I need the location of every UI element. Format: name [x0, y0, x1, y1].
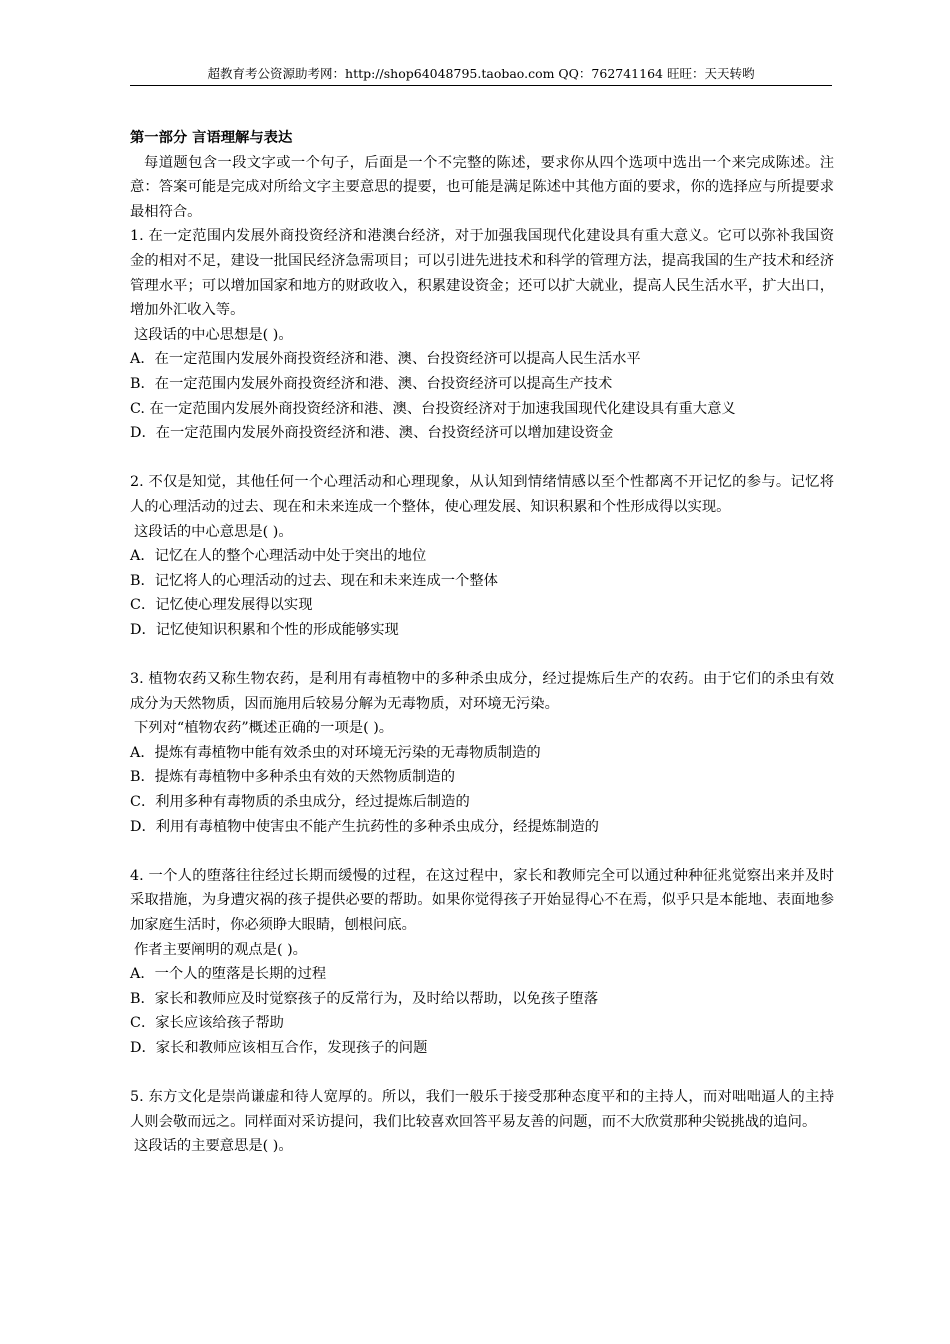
option-c: C．记忆使心理发展得以实现: [130, 597, 313, 614]
option-d: D．利用有毒植物中使害虫不能产生抗药性的多种杀虫成分，经提炼制造的: [130, 818, 599, 835]
question-passage: 5. 东方文化是崇尚谦虚和待人宽厚的。所以，我们一般乐于接受那种态度平和的主持人，而对咄咄逼人的主持人则会敬而远之。同样面对采访提问，我们比较喜欢回答平易友善的问题，而不大欣赏那种尖锐挑战的追问。: [130, 1089, 834, 1130]
paragraph-gap: [130, 839, 834, 864]
option-d: D．记忆使知识积累和个性的形成能够实现: [130, 621, 399, 638]
page-header: 超教育考公资源助考网：http://shop64048795.taobao.com QQ：762741164 旺旺：天天转哟: [207, 66, 755, 81]
section-instructions: 每道题包含一段文字或一个句子，后面是一个不完整的陈述，要求你从四个选项中选出一个来完成陈述。注意：答案可能是完成对所给文字主要意思的提要，也可能是满足陈述中其他方面的要求，你的选择应与所提要求最相符合。: [130, 154, 834, 220]
document-body: [130, 126, 834, 1159]
option-c: C．利用多种有毒物质的杀虫成分，经过提炼后制造的: [130, 794, 470, 811]
option-a: A．提炼有毒植物中能有效杀虫的对环境无污染的无毒物质制造的: [130, 744, 541, 761]
option-c: C．家长应该给孩子帮助: [130, 1015, 284, 1032]
paragraph-gap: [130, 1061, 834, 1086]
paragraph-gap: [130, 642, 834, 667]
question-4: [130, 864, 834, 1061]
option-a: A．一个人的堕落是长期的过程: [130, 966, 327, 983]
paragraph-gap: [130, 446, 834, 471]
option-b: B．提炼有毒植物中多种杀虫有效的天然物质制造的: [130, 769, 456, 786]
option-d: D．在一定范围内发展外商投资经济和港、澳、台投资经济可以增加建设资金: [130, 425, 614, 442]
question-passage: 4. 一个人的堕落往往经过长期而缓慢的过程，在这过程中，家长和教师完全可以通过种种征兆觉察出来并及时采取措施，为身遭灾祸的孩子提供必要的帮助。如果你觉得孩子开始显得心不在焉，似乎只是本能地、表面地参加家庭生活时，你必须睁大眼睛，刨根问底。: [130, 867, 834, 933]
option-c: C. 在一定范围内发展外商投资经济和港、澳、台投资经济对于加速我国现代化建设具有重大意义: [130, 400, 736, 417]
question-2: [130, 470, 834, 642]
option-b: B．在一定范围内发展外商投资经济和港、澳、台投资经济可以提高生产技术: [130, 375, 613, 392]
option-a: A．记忆在人的整个心理活动中处于突出的地位: [130, 548, 427, 565]
question-5: [130, 1085, 834, 1159]
question-prompt: 这段话的中心思想是( )。: [134, 326, 293, 343]
option-b: B．记忆将人的心理活动的过去、现在和未来连成一个整体: [130, 572, 498, 589]
question-passage: 1. 在一定范围内发展外商投资经济和港澳台经济，对于加强我国现代化建设具有重大意义。它可以弥补我国资金的相对不足，建设一批国民经济急需项目；可以引进先进技术和科学的管理方法，提高我国的生产技术和经济管理水平；可以增加国家和地方的财政收入，积累建设资金；还可以扩大就业，提高人民生活水平，扩大出口，增加外汇收入等。: [130, 228, 834, 319]
section-title: 第一部分 言语理解与表达: [130, 130, 293, 146]
question-3: [130, 667, 834, 839]
question-prompt: 作者主要阐明的观点是( )。: [134, 941, 307, 958]
header-divider: [130, 85, 832, 86]
question-prompt: 这段话的主要意思是( )。: [134, 1138, 293, 1155]
question-1: [130, 224, 834, 445]
option-b: B．家长和教师应及时觉察孩子的反常行为，及时给以帮助，以免孩子堕落: [130, 990, 599, 1007]
question-passage: 3. 植物农药又称生物农药，是利用有毒植物中的多种杀虫成分，经过提炼后生产的农药。由于它们的杀虫有效成分为天然物质，因而施用后较易分解为无毒物质，对环境无污染。: [130, 671, 834, 712]
option-d: D．家长和教师应该相互合作，发现孩子的问题: [130, 1039, 428, 1056]
question-prompt: 这段话的中心意思是( )。: [134, 523, 293, 540]
question-prompt: 下列对“植物农药”概述正确的一项是( )。: [134, 720, 394, 737]
option-a: A．在一定范围内发展外商投资经济和港、澳、台投资经济可以提高人民生活水平: [130, 351, 641, 368]
question-passage: 2. 不仅是知觉，其他任何一个心理活动和心理现象，从认知到情绪情感以至个性都离不开记忆的参与。记忆将人的心理活动的过去、现在和未来连成一个整体，使心理发展、知识积累和个性形成得以实现。: [130, 474, 834, 515]
